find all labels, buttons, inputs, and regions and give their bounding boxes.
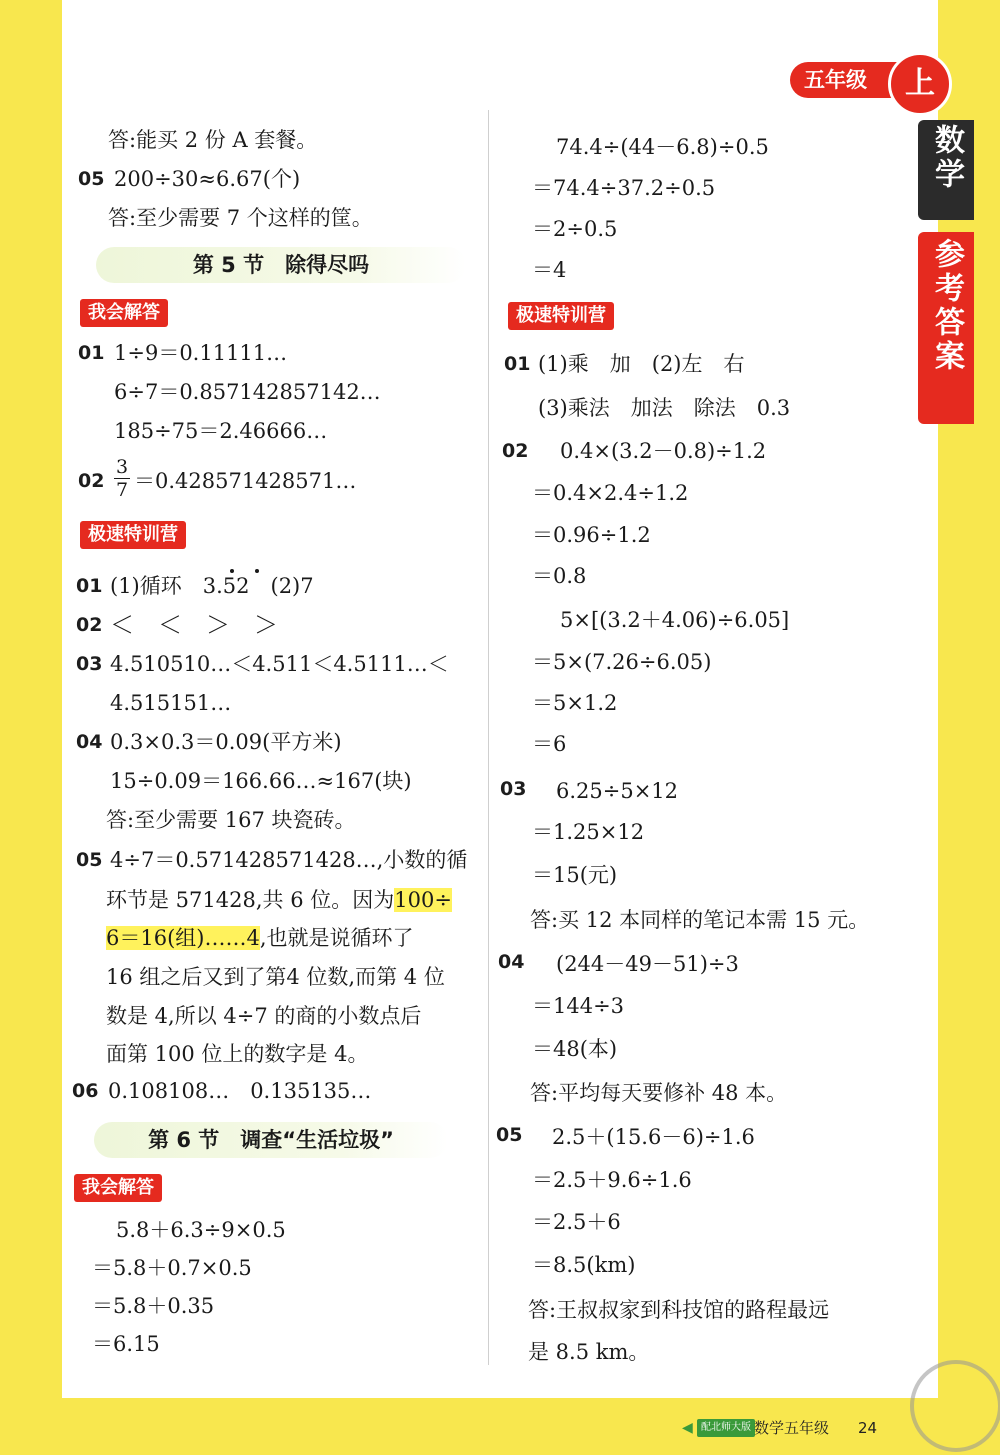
- question-number: 01: [78, 342, 105, 364]
- calc-line: (1)循环 3.52 (2)7: [110, 574, 314, 598]
- calc-line: ＝2÷0.5: [532, 217, 618, 241]
- question-number: 04: [76, 731, 103, 753]
- calc-line: ＝5×1.2: [532, 691, 618, 715]
- text-line: 面第 100 位上的数字是 4。: [106, 1042, 369, 1066]
- question-number: 02: [502, 440, 529, 462]
- subject-tab: [918, 120, 974, 220]
- answer-line: 答:平均每天要修补 48 本。: [530, 1081, 788, 1105]
- calc-line: ＝5.8＋0.7×0.5: [92, 1256, 252, 1280]
- text-line: 数是 4,所以 4÷7 的商的小数点后: [106, 1004, 422, 1028]
- text-fragment: 环节是 571428,共 6 位。因为: [106, 888, 395, 912]
- calc-line: 74.4÷(44－6.8)÷0.5: [556, 135, 769, 159]
- question-number: 05: [78, 168, 105, 190]
- calc-line: (1)乘 加 (2)左 右: [538, 352, 745, 376]
- calc-line: 200÷30≈6.67(个): [114, 167, 301, 191]
- answer-line: 答:至少需要 167 块瓷砖。: [106, 808, 356, 832]
- answer-line: 答:至少需要 7 个这样的筐。: [108, 206, 373, 230]
- watermark-seal-icon: [910, 1360, 1000, 1452]
- calc-line: ＝74.4÷37.2÷0.5: [532, 176, 716, 200]
- calc-line: 0.4×(3.2－0.8)÷1.2: [560, 439, 767, 463]
- text-fragment: ,也就是说循环了: [259, 926, 414, 950]
- calc-line: ＝6.15: [92, 1332, 160, 1356]
- question-number: 06: [72, 1080, 99, 1102]
- answer-line: 答:王叔叔家到科技馆的路程最远: [528, 1298, 830, 1322]
- calc-line: ＝0.4×2.4÷1.2: [532, 481, 689, 505]
- calc-line: (244－49－51)÷3: [556, 952, 739, 976]
- calc-line: (3)乘法 加法 除法 0.3: [538, 396, 791, 420]
- fraction: [112, 456, 132, 501]
- section-6-title: 第 6 节 调查“生活垃圾”: [94, 1122, 448, 1158]
- text-line: [106, 886, 452, 914]
- section-5-title: 第 5 节 除得尽吗: [96, 247, 466, 283]
- text-line: [106, 924, 414, 952]
- repeating-dot: [230, 569, 234, 573]
- subject-tab-label: 数学: [929, 124, 964, 192]
- answers-tab: [918, 232, 974, 424]
- question-number: 02: [76, 614, 103, 636]
- question-number: 03: [76, 653, 103, 675]
- fraction-denominator: 7: [115, 479, 129, 501]
- calc-line: 1÷9＝0.11111…: [114, 341, 288, 365]
- calc-line: 15÷0.09＝166.66…≈167(块): [110, 769, 412, 793]
- calc-line: ＝6: [532, 732, 567, 756]
- question-number: 01: [76, 575, 103, 597]
- calc-line: 2.5＋(15.6－6)÷1.6: [552, 1125, 755, 1149]
- highlighted-text: 6＝16(组)……4: [106, 926, 260, 950]
- footer-title: 数学五年级: [754, 1419, 830, 1437]
- text-line: 16 组之后又到了第4 位数,而第 4 位: [106, 965, 445, 989]
- question-number: 02: [78, 470, 105, 492]
- calc-line: ＝5.8＋0.35: [92, 1294, 215, 1318]
- calc-line: 6.25÷5×12: [556, 779, 679, 803]
- tag-jisutexunying: 极速特训营: [80, 521, 186, 549]
- fraction-numerator: 3: [115, 456, 129, 478]
- calc-line: 0.3×0.3＝0.09(平方米): [110, 730, 342, 754]
- edition-badge: 配北师大版: [697, 1419, 755, 1437]
- highlighted-text: 100÷: [394, 888, 452, 912]
- calc-line: 5×[(3.2＋4.06)÷6.05]: [560, 608, 790, 632]
- page-number: 24: [858, 1419, 878, 1437]
- calc-line: 4.515151…: [110, 691, 232, 715]
- column-divider: [488, 110, 489, 1365]
- answer-line: 答:买 12 本同样的笔记本需 15 元。: [530, 908, 870, 932]
- repeating-dot: [255, 569, 259, 573]
- tag-wohuijieda: 我会解答: [74, 1174, 162, 1202]
- question-number: 03: [500, 778, 527, 800]
- calc-line: 6÷7＝0.857142857142…: [114, 380, 381, 404]
- calc-line: ＜ ＜ ＞ ＞: [110, 611, 278, 639]
- answer-line: 是 8.5 km。: [528, 1340, 650, 1364]
- question-number: 01: [504, 353, 531, 375]
- calc-line: ＝0.96÷1.2: [532, 523, 651, 547]
- calc-line: ＝8.5(km): [532, 1253, 636, 1277]
- left-yellow-margin: [0, 0, 62, 1455]
- calc-line: ＝48(本): [532, 1037, 618, 1061]
- calc-line: ＝15(元): [532, 863, 618, 887]
- question-number: 05: [76, 849, 103, 871]
- footer-arrow-icon: ◀: [682, 1420, 693, 1436]
- calc-line: ＝0.8: [532, 564, 587, 588]
- volume-badge: 上: [888, 52, 952, 116]
- bottom-yellow-margin: [0, 1398, 1000, 1455]
- answers-tab-label: 参考答案: [929, 238, 964, 374]
- grade-badge: 五年级: [790, 62, 908, 98]
- calc-line: 5.8＋6.3÷9×0.5: [116, 1218, 286, 1242]
- tag-wohuijieda: 我会解答: [80, 299, 168, 327]
- tag-jisutexunying: 极速特训营: [508, 302, 614, 330]
- calc-line: 0.108108… 0.135135…: [108, 1079, 372, 1103]
- calc-line: ＝4: [532, 258, 567, 282]
- calc-line: ＝2.5＋6: [532, 1210, 621, 1234]
- calc-line: 4.510510…＜4.511＜4.5111…＜: [110, 652, 449, 676]
- calc-line: ＝2.5＋9.6÷1.6: [532, 1168, 692, 1192]
- calc-line: ＝144÷3: [532, 994, 625, 1018]
- calc-line: ＝5×(7.26÷6.05): [532, 650, 712, 674]
- calc-line: 185÷75＝2.46666…: [114, 419, 328, 443]
- question-number: 04: [498, 951, 525, 973]
- text-line: 4÷7＝0.571428571428…,小数的循: [110, 848, 468, 872]
- answer-line: 答:能买 2 份 A 套餐。: [108, 128, 318, 152]
- question-number: 05: [496, 1124, 523, 1146]
- calc-line: ＝1.25×12: [532, 820, 645, 844]
- calc-line: ＝0.428571428571…: [134, 469, 357, 493]
